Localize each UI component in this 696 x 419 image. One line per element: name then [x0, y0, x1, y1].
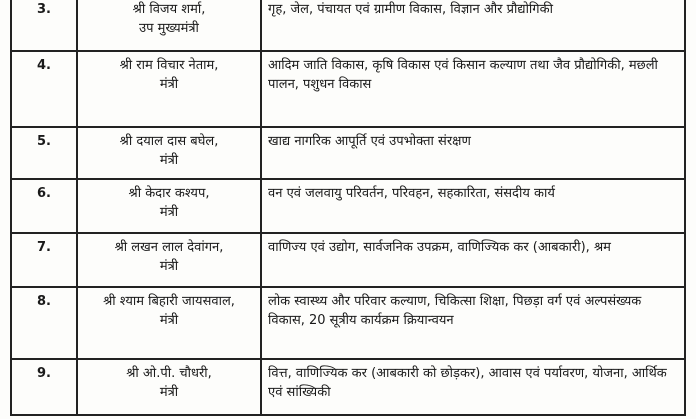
minister-name: श्री विजय शर्मा,	[132, 2, 206, 17]
table-row	[11, 179, 685, 233]
minister-cell	[77, 359, 261, 415]
minister-cell	[77, 0, 261, 51]
minister-name: श्री लखन लाल देवांगन,	[114, 240, 224, 255]
minister-cell	[77, 179, 261, 233]
minister-cell	[77, 287, 261, 359]
serial-number: 6.	[11, 179, 77, 233]
minister-cell	[77, 233, 261, 287]
department-list: आदिम जाति विकास, कृषि विकास एवं किसान कल्याण तथा जैव प्रौद्योगिकी, मछली पालन, पशुधन विकास	[261, 51, 685, 127]
table-row	[11, 359, 685, 415]
minister-role: मंत्री	[159, 313, 179, 328]
department-list: वन एवं जलवायु परिवर्तन, परिवहन, सहकारिता, संसदीय कार्य	[261, 179, 685, 233]
minister-role: मंत्री	[159, 259, 179, 274]
minister-name: श्री दयाल दास बघेल,	[119, 134, 219, 149]
table-row	[11, 127, 685, 179]
minister-portfolio-table	[10, 0, 686, 416]
minister-role: मंत्री	[159, 205, 179, 220]
serial-number: 3.	[11, 0, 77, 51]
serial-number: 4.	[11, 51, 77, 127]
department-list: गृह, जेल, पंचायत एवं ग्रामीण विकास, विज्ञान और प्रौद्योगिकी	[261, 0, 685, 51]
table-row	[11, 51, 685, 127]
department-list: वित्त, वाणिज्यिक कर (आबकारी को छोड़कर), आवास एवं पर्यावरण, योजना, आर्थिक एवं सांख्यिकी	[261, 359, 685, 415]
minister-role: उप मुख्यमंत्री	[139, 21, 199, 36]
table-row	[11, 0, 685, 51]
minister-cell	[77, 51, 261, 127]
department-list: वाणिज्य एवं उद्योग, सार्वजनिक उपक्रम, वाणिज्यिक कर (आबकारी), श्रम	[261, 233, 685, 287]
minister-name: श्री श्याम बिहारी जायसवाल,	[103, 294, 235, 309]
serial-number: 9.	[11, 359, 77, 415]
serial-number: 7.	[11, 233, 77, 287]
minister-cell	[77, 127, 261, 179]
minister-name: श्री राम विचार नेताम,	[119, 58, 219, 73]
minister-role: मंत्री	[159, 77, 179, 92]
department-list: लोक स्वास्थ्य और परिवार कल्याण, चिकित्सा शिक्षा, पिछड़ा वर्ग एवं अल्पसंख्यक विकास, 20 सूत्रीय कार्यक्रम क्रियान्वयन	[261, 287, 685, 359]
table-row	[11, 233, 685, 287]
serial-number: 8.	[11, 287, 77, 359]
minister-role: मंत्री	[159, 385, 179, 400]
serial-number: 5.	[11, 127, 77, 179]
department-list: खाद्य नागरिक आपूर्ति एवं उपभोक्ता संरक्षण	[261, 127, 685, 179]
table-row	[11, 287, 685, 359]
minister-role: मंत्री	[159, 153, 179, 168]
minister-name: श्री ओ.पी. चौधरी,	[126, 366, 212, 381]
minister-name: श्री केदार कश्यप,	[128, 186, 210, 201]
